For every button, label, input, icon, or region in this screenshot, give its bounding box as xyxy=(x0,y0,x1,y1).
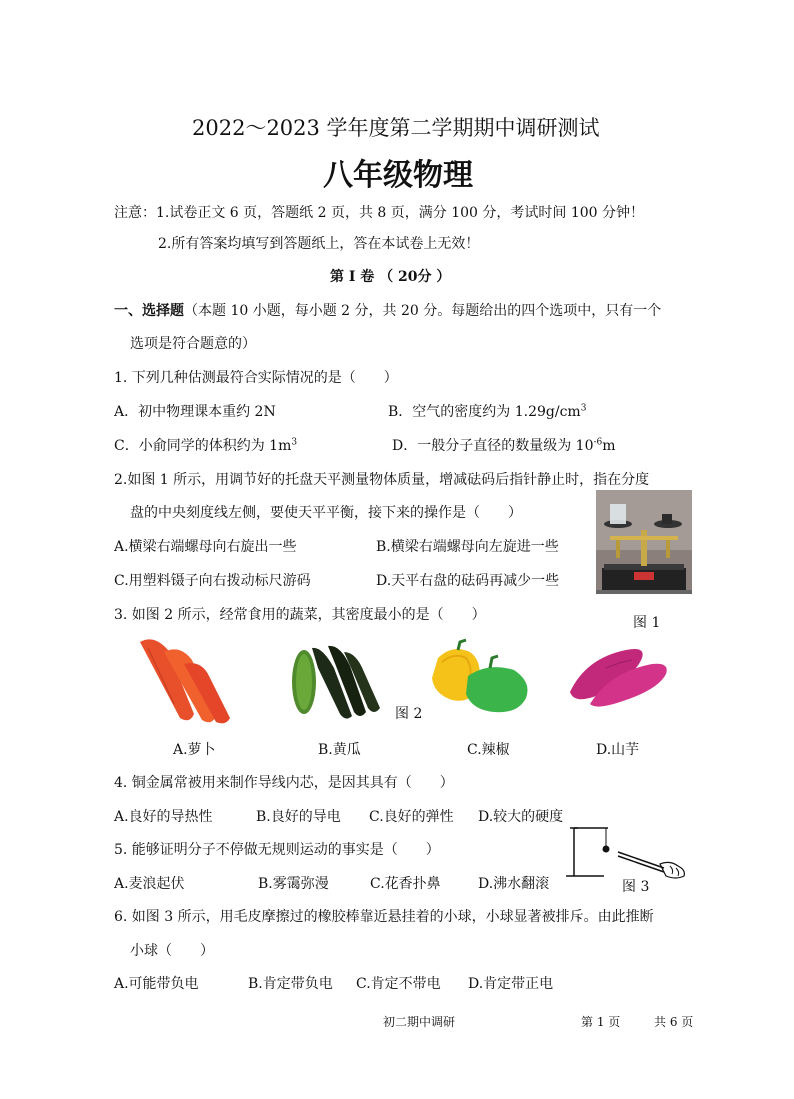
q5-option-d: D.沸水翻滚 xyxy=(478,876,550,892)
q2-option-b: B.横梁右端螺母向左旋进一些 xyxy=(376,539,559,555)
q1-option-a: A．初中物理课本重约 2N xyxy=(114,404,276,420)
q1-option-c: C．小俞同学的体积约为 $1m^3$ xyxy=(114,437,298,454)
figure-1-balance-image xyxy=(596,490,692,594)
q3-stem: 3. 如图 2 所示，经常食用的蔬菜，其密度最小的是（ ） xyxy=(114,607,486,623)
q5-option-b: B.雾霭弥漫 xyxy=(258,876,329,892)
part1-heading-line xyxy=(114,300,661,320)
figure-3-label: 图 3 xyxy=(622,879,650,895)
q6-option-c: C.肯定不带电 xyxy=(356,976,441,992)
q2-option-a: A.横梁右端螺母向右旋出一些 xyxy=(114,539,297,555)
q6-stem-line-1: 6. 如图 3 所示，用毛皮摩擦过的橡胶棒靠近悬挂着的小球，小球显著被排斥。由此推断 xyxy=(114,909,654,925)
q2-stem-line-2: 盘的中央刻度线左侧，要使天平平衡，接下来的操作是（ ） xyxy=(130,505,522,521)
q6-option-d: D.肯定带正电 xyxy=(468,976,554,992)
q6-stem-line-2: 小球（ ） xyxy=(130,943,214,959)
q2-stem-line-1: 2.如图 1 所示，用调节好的托盘天平测量物体质量，增减砝码后指针静止时，指在分度 xyxy=(114,472,650,488)
cucumber-image xyxy=(288,638,384,724)
q3-option-d: D.山芋 xyxy=(596,742,640,758)
q3-option-a: A.萝卜 xyxy=(173,742,216,758)
footer-total-pages: 共 6 页 xyxy=(654,1015,694,1029)
q1-stem: 1. 下列几种估测最符合实际情况的是（ ） xyxy=(114,370,398,386)
q1-option-d: D．一般分子直径的数量级为 $10^{-6}m$ xyxy=(392,437,616,454)
figure-1-label: 图 1 xyxy=(633,615,661,631)
sweet-potato-image xyxy=(566,638,670,708)
q4-option-c: C.良好的弹性 xyxy=(369,809,454,825)
section-header: 第 Ⅰ 卷 （ 20分 ） xyxy=(330,269,451,285)
q2-option-d: D.天平右盘的砝码再减少一些 xyxy=(376,573,560,589)
q3-option-c: C.辣椒 xyxy=(467,742,510,758)
q4-option-b: B.良好的导电 xyxy=(256,809,341,825)
part1-desc-line-1: （本题 10 小题，每小题 2 分，共 20 分。每题给出的四个选项中，只有一个 xyxy=(184,303,662,319)
subject-title: 八年级物理 xyxy=(323,158,473,193)
figure-2-label: 图 2 xyxy=(395,706,423,722)
exam-title: 2022～2023 学年度第二学期期中调研测试 xyxy=(192,116,600,140)
notice-line-2: 2.所有答案均填写到答题纸上，答在本试卷上无效！ xyxy=(158,236,480,252)
q5-stem: 5. 能够证明分子不停做无规则运动的事实是（ ） xyxy=(114,842,440,858)
q6-option-a: A.可能带负电 xyxy=(114,976,199,992)
part1-desc-line-2: 选项是符合题意的） xyxy=(130,336,256,352)
notice-line-1: 注意：1.试卷正文 6 页，答题纸 2 页，共 8 页，满分 100 分，考试时间 100 分钟！ xyxy=(114,205,645,221)
part1-heading: 一、选择题 xyxy=(114,303,184,319)
q1-option-b: B．空气的密度约为 $1.29g/cm^3$ xyxy=(388,403,587,420)
q4-option-a: A.良好的导热性 xyxy=(114,809,213,825)
q3-option-b: B.黄瓜 xyxy=(318,742,361,758)
q5-option-c: C.花香扑鼻 xyxy=(370,876,441,892)
q5-option-a: A.麦浪起伏 xyxy=(114,876,185,892)
q2-option-c: C.用塑料镊子向右拨动标尺游码 xyxy=(114,573,311,589)
q6-option-b: B.肯定带负电 xyxy=(248,976,333,992)
pepper-image xyxy=(428,638,532,716)
carrot-image xyxy=(134,634,234,726)
q4-stem: 4. 铜金属常被用来制作导线内芯，是因其具有（ ） xyxy=(114,775,454,791)
footer-page-number: 第 1 页 xyxy=(581,1015,621,1029)
footer-exam-name: 初二期中调研 xyxy=(383,1015,456,1029)
q4-option-d: D.较大的硬度 xyxy=(478,809,564,825)
